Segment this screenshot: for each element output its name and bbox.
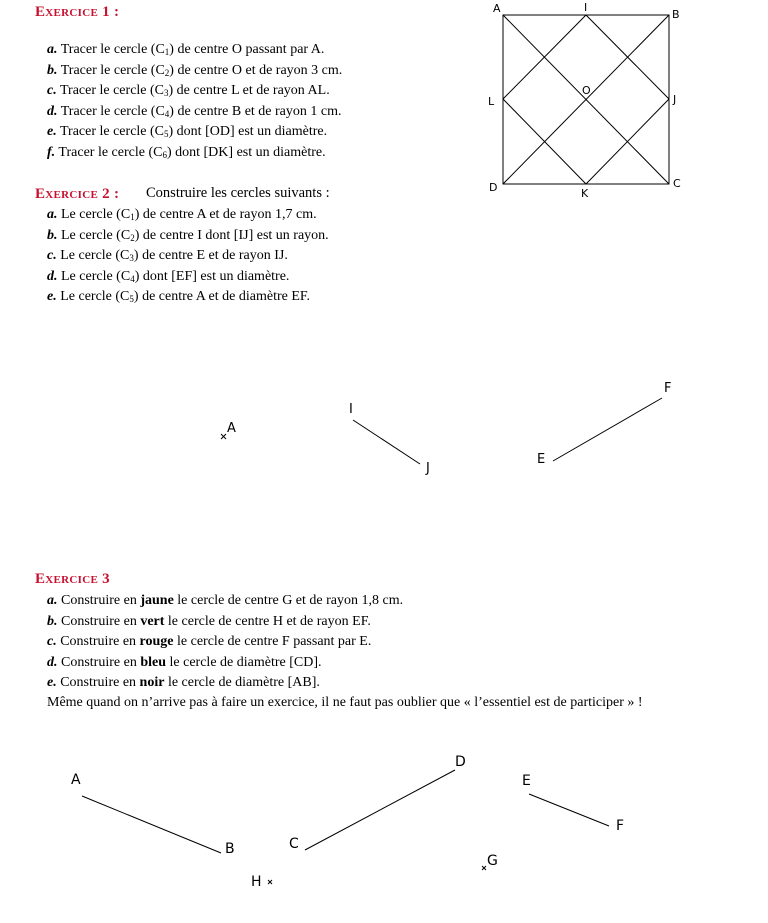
ex3-label-g: G: [487, 853, 498, 869]
exercise-1-item-subscript: 1: [164, 47, 170, 57]
exercise-3-item-letter: e.: [47, 675, 57, 690]
exercise-2-item-text: Le cercle (C: [60, 289, 130, 304]
exercise-1-item-text-end: ) de centre O et de rayon 3 cm.: [169, 62, 343, 78]
exercise-1-item-text-end: ) de centre O passant par A.: [169, 42, 325, 57]
exercise-2-item-subscript: 2: [130, 232, 135, 243]
ex2-label-i: I: [349, 402, 353, 417]
exercise-3-item-text: Construire en: [60, 634, 140, 649]
exercise-3-item-letter: a.: [47, 593, 58, 608]
ex2-point-a-cross: [221, 434, 226, 439]
exercise-1-item-text: Tracer le cercle (C: [60, 42, 165, 57]
ex3-point-h-cross: [268, 880, 272, 884]
exercise-2-item-letter: e.: [47, 289, 57, 304]
exercise-1-item-text-end: ) de centre L et de rayon AL.: [168, 83, 330, 98]
exercise-1-title: Exercice 1 :: [35, 4, 120, 20]
exercise-1-square-figure: [503, 15, 669, 184]
exercise-1-item-text: Tracer le cercle (C: [59, 83, 165, 98]
exercise-3-title: Exercice 3: [35, 571, 110, 587]
ex3-label-c: C: [289, 836, 299, 852]
ex2-label-e: E: [537, 452, 546, 467]
exercise-3-item-letter: b.: [47, 613, 58, 629]
exercise-2-item-letter: c.: [47, 248, 57, 263]
ex3-label-a: A: [71, 772, 81, 788]
exercise-3-item-text: Construire en: [61, 593, 141, 608]
exercise-3-item-text: Construire en: [60, 675, 140, 690]
exercise-1-item-text: Tracer le cercle (C: [60, 62, 165, 78]
exercise-2-figure: [221, 398, 662, 464]
ex3-label-f: F: [616, 818, 625, 834]
exercise-1-item-subscript: 3: [164, 88, 169, 98]
exercise-3-item-letter: d.: [47, 654, 58, 670]
ex1-label-j: J: [673, 93, 677, 106]
exercise-3-item-color: bleu: [140, 654, 167, 670]
exercise-2-item-text-end: ) de centre I dont [IJ] est un rayon.: [134, 227, 329, 243]
exercise-3-item-color: rouge: [139, 634, 174, 649]
ex1-label-k: K: [581, 187, 589, 200]
ex3-label-h: H: [251, 874, 262, 890]
exercise-1-item-letter: c.: [47, 83, 57, 98]
exercise-1-item-text-end: ) dont [DK] est un diamètre.: [166, 144, 326, 160]
exercise-3-note: Même quand on n’arrive pas à faire un exercice, il ne faut pas oublier que « l’essentiel est de participer » !: [47, 695, 643, 710]
exercise-2-item-text: Le cercle (C: [61, 227, 131, 243]
exercise-2-item-text: Le cercle (C: [61, 207, 131, 222]
exercise-1-item-letter: f.: [47, 144, 56, 160]
exercise-3-item-text-end: le cercle de diamètre [CD].: [166, 654, 322, 670]
ex1-label-l: L: [488, 95, 495, 108]
exercise-1-item-text: Tracer le cercle (C: [58, 144, 163, 160]
ex1-label-d: D: [489, 181, 498, 194]
ex3-point-g-cross: [482, 866, 486, 870]
ex1-label-o: O: [582, 84, 591, 97]
exercise-2-item-letter: a.: [47, 207, 58, 222]
exercise-2-item-letter: d.: [47, 268, 58, 284]
ex3-label-b: B: [225, 841, 235, 857]
exercise-1-item-letter: b.: [47, 62, 58, 78]
ex2-segment-ij: [353, 420, 420, 464]
ex2-label-a: A: [227, 421, 236, 436]
exercise-1-item-subscript: 4: [164, 108, 170, 119]
exercise-1-item-subscript: 6: [162, 149, 167, 160]
exercise-1-item-text: Tracer le cercle (C: [60, 103, 165, 119]
exercise-1-item-text: Tracer le cercle (C: [59, 124, 165, 139]
exercise-1-item-subscript: 5: [164, 129, 169, 139]
exercise-3-item-letter: c.: [47, 634, 57, 649]
ex2-label-j: J: [426, 461, 430, 476]
exercise-2-item-text-end: ) de centre E et de rayon IJ.: [133, 248, 288, 263]
ex3-label-e: E: [522, 773, 531, 789]
exercise-2-item-text-end: ) de centre A et de rayon 1,7 cm.: [134, 207, 317, 222]
ex2-segment-ef: [553, 398, 662, 461]
exercise-2-item-subscript: 1: [130, 212, 135, 222]
exercise-2-item-letter: b.: [47, 227, 58, 243]
exercise-1-item-text-end: ) de centre B et de rayon 1 cm.: [169, 103, 342, 119]
ex1-label-i: I: [584, 1, 588, 14]
exercise-3-item-color: jaune: [140, 593, 174, 608]
exercise-3-item-text-end: le cercle de centre G et de rayon 1,8 cm.: [173, 593, 404, 608]
exercise-2-item-text: Le cercle (C: [61, 268, 131, 284]
exercise-1-item-letter: e.: [47, 124, 57, 139]
ex1-label-c: C: [673, 177, 681, 190]
exercise-1-item-subscript: 2: [164, 67, 170, 78]
exercise-2-item-subscript: 3: [129, 253, 134, 263]
exercise-1-item-letter: a.: [47, 42, 58, 57]
ex2-label-f: F: [664, 381, 672, 396]
exercise-2-item-text-end: ) dont [EF] est un diamètre.: [134, 268, 290, 284]
exercise-1-item-text-end: ) dont [OD] est un diamètre.: [168, 124, 328, 139]
exercise-3-item-text-end: le cercle de centre H et de rayon EF.: [164, 613, 371, 629]
exercise-1-item-letter: d.: [47, 103, 58, 119]
exercise-3-item-color: noir: [139, 675, 165, 690]
exercise-2-intro: Construire les cercles suivants :: [146, 185, 330, 201]
exercise-2-title: Exercice 2 :: [35, 186, 120, 202]
exercise-3-item-text: Construire en: [61, 613, 141, 629]
ex1-label-a: A: [493, 2, 501, 15]
exercise-3-item-color: vert: [140, 613, 165, 629]
exercise-3-item-text: Construire en: [61, 654, 141, 670]
exercise-3-item-text-end: le cercle de centre F passant par E.: [173, 634, 372, 649]
ex3-label-d: D: [455, 754, 466, 770]
exercise-2-item-subscript: 4: [130, 273, 135, 284]
ex1-label-b: B: [672, 8, 680, 21]
exercise-3-item-text-end: le cercle de diamètre [AB].: [164, 675, 320, 690]
exercise-2-item-subscript: 5: [129, 294, 134, 304]
exercise-2-item-text: Le cercle (C: [60, 248, 130, 263]
ex3-segment-cd: [305, 770, 455, 850]
ex3-segment-ab: [82, 796, 221, 853]
ex3-segment-ef: [529, 794, 609, 826]
exercise-2-item-text-end: ) de centre A et de diamètre EF.: [133, 289, 311, 304]
